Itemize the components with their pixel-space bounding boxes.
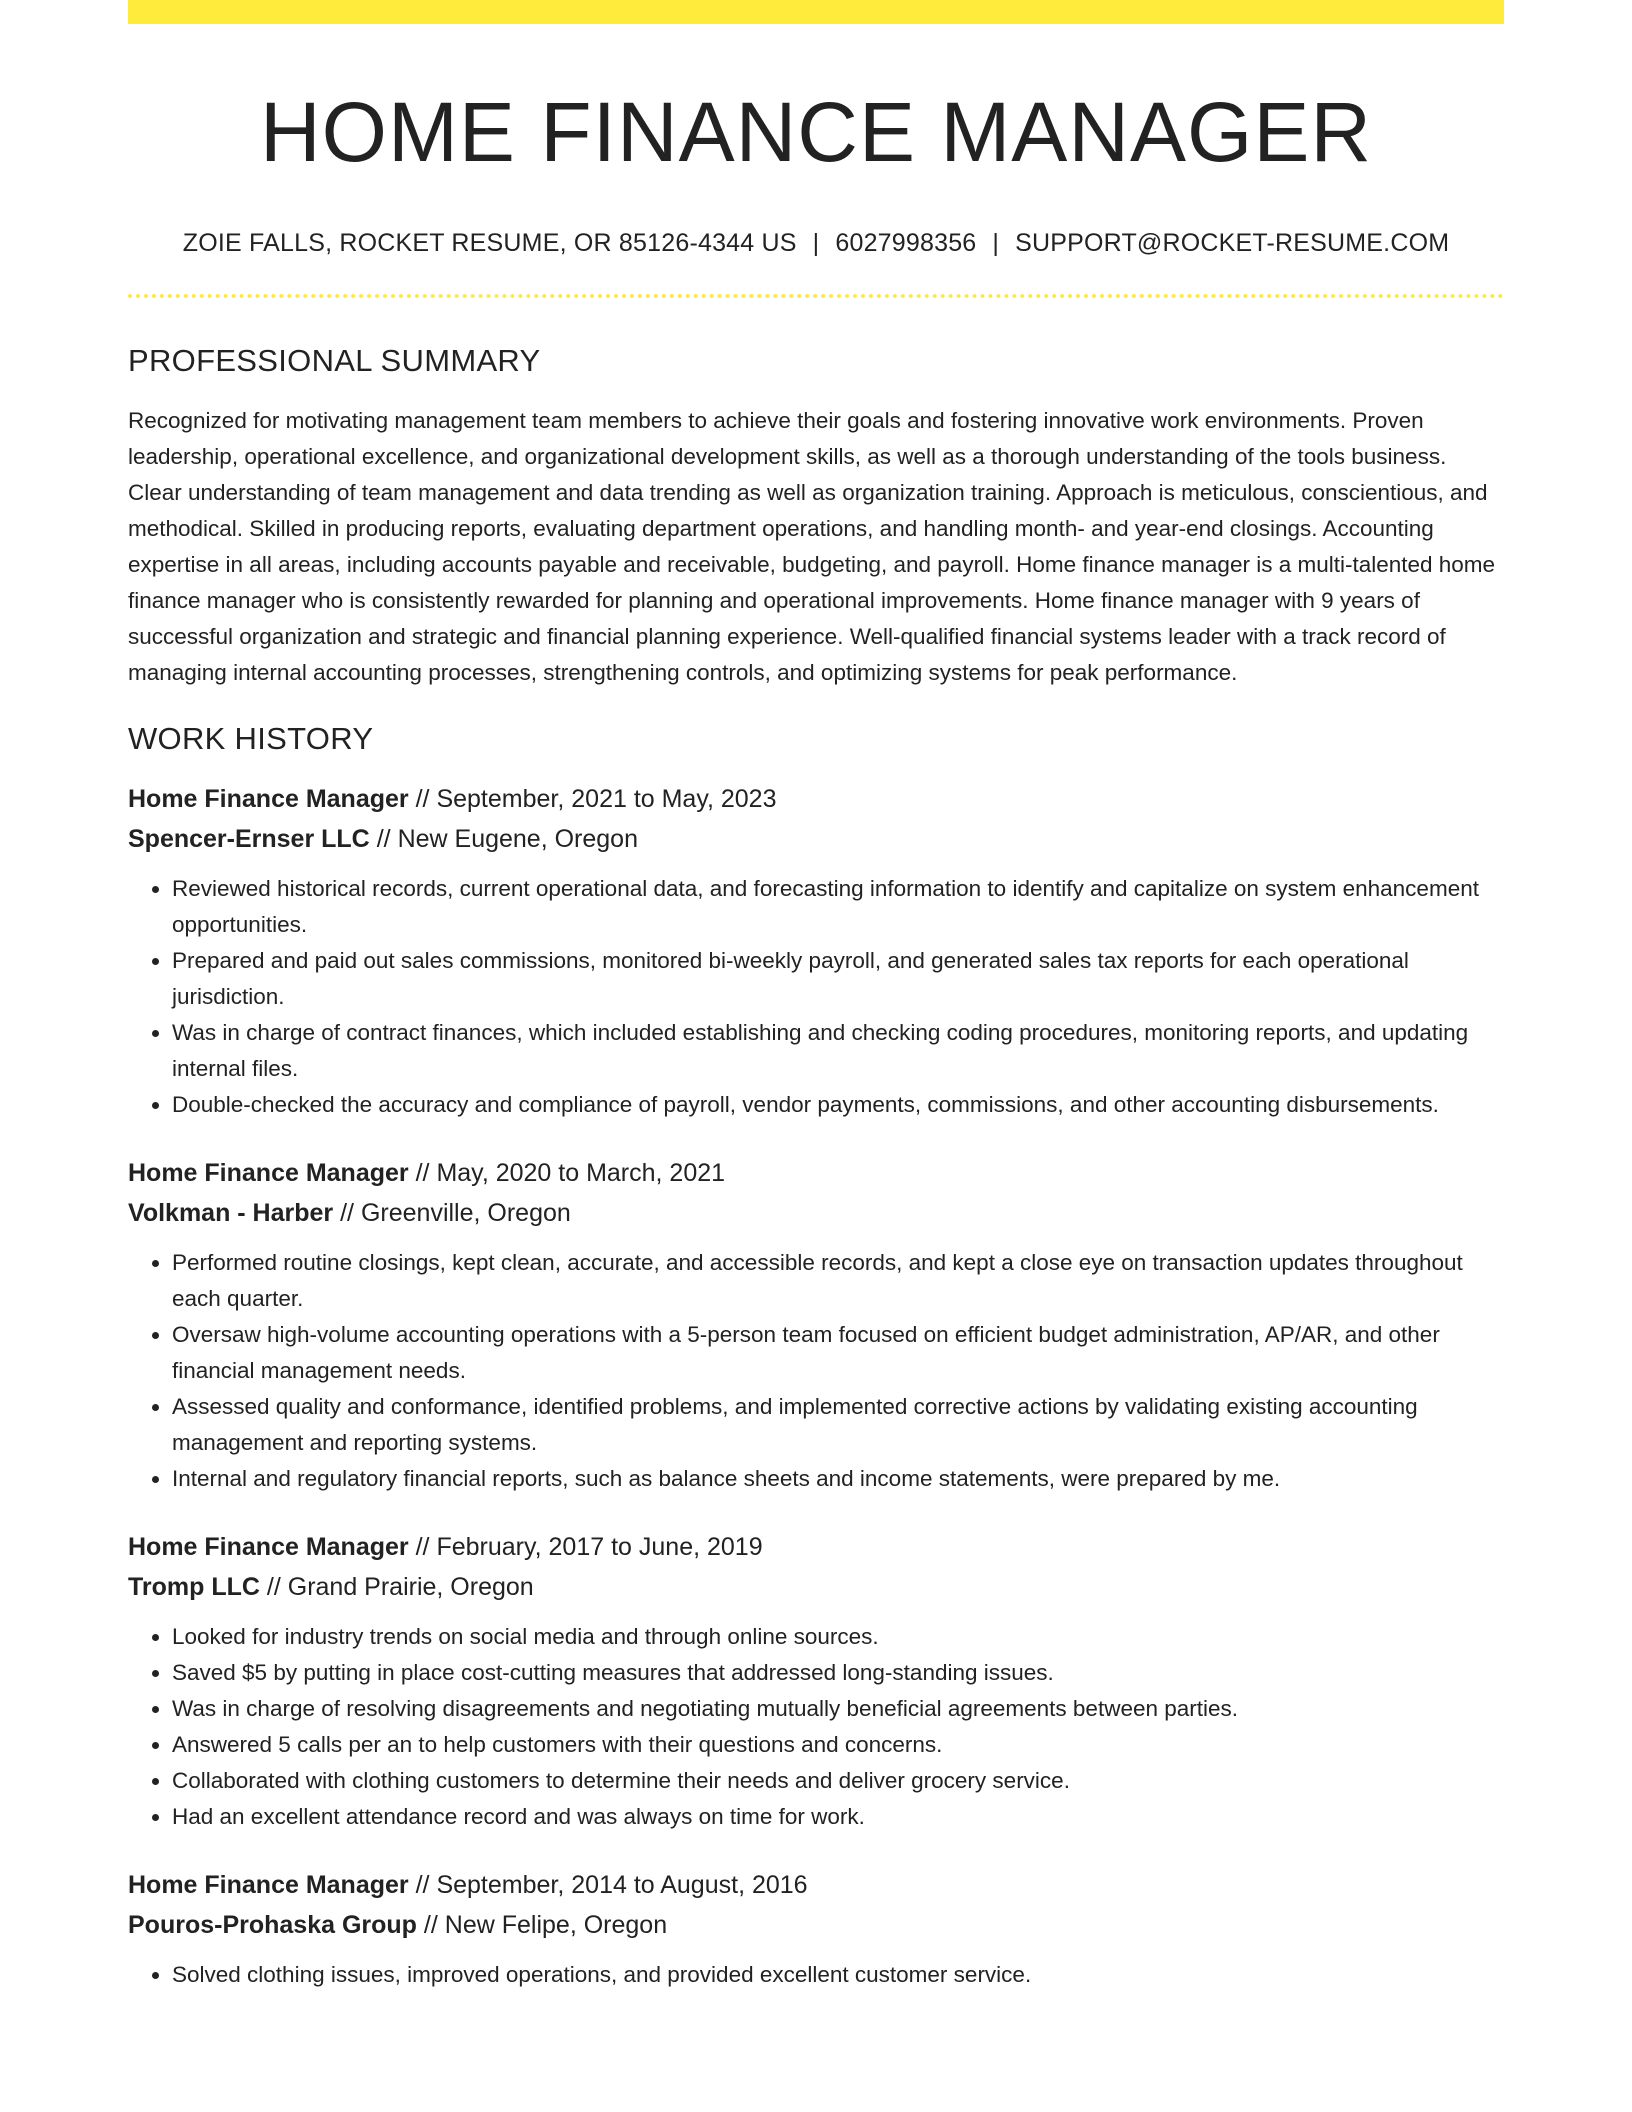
job-bullet: • Assessed quality and conformance, identified problems, and implemented corrective actions by validating existing accounting management and reporting systems. xyxy=(172,1389,1504,1461)
job-company-line xyxy=(128,1193,1504,1233)
contact-phone: 6027998356 xyxy=(835,229,977,258)
job-bullet: • Prepared and paid out sales commissions, monitored bi-weekly payroll, and generated sales tax reports for each operational jurisdiction. xyxy=(172,943,1504,1015)
resume-name-title: HOME FINANCE MANAGER xyxy=(259,85,1373,179)
job-company: Pouros-Prohaska Group xyxy=(128,1911,417,1940)
contact-separator: | xyxy=(812,229,820,258)
job-entry xyxy=(128,1153,1504,1497)
job-separator: // xyxy=(415,785,430,814)
job-entry xyxy=(128,779,1504,1123)
job-separator: // xyxy=(266,1573,281,1602)
contact-email: SUPPORT@ROCKET-RESUME.COM xyxy=(1015,229,1450,258)
job-separator: // xyxy=(415,1159,430,1188)
job-separator: // xyxy=(415,1533,430,1562)
job-location: New Eugene, Oregon xyxy=(397,825,638,854)
job-bullet-list xyxy=(128,1619,1504,1835)
job-bullet: • Saved $5 by putting in place cost-cutting measures that addressed long-standing issues. xyxy=(172,1655,1504,1691)
job-company: Spencer-Ernser LLC xyxy=(128,825,370,854)
job-role-line xyxy=(128,779,1504,819)
job-role: Home Finance Manager xyxy=(128,1159,409,1188)
job-bullet: • Double-checked the accuracy and compliance of payroll, vendor payments, commissions, and other accounting disbursements. xyxy=(172,1087,1504,1123)
job-separator: // xyxy=(340,1199,355,1228)
job-location: Grand Prairie, Oregon xyxy=(287,1573,534,1602)
job-bullet: • Had an excellent attendance record and was always on time for work. xyxy=(172,1799,1504,1835)
job-location: Greenville, Oregon xyxy=(360,1199,571,1228)
job-dates: September, 2014 to August, 2016 xyxy=(436,1871,808,1900)
job-role: Home Finance Manager xyxy=(128,785,409,814)
resume-page xyxy=(128,0,1504,1993)
job-company: Tromp LLC xyxy=(128,1573,260,1602)
job-role-line xyxy=(128,1865,1504,1905)
job-dates: May, 2020 to March, 2021 xyxy=(436,1159,726,1188)
job-company-line xyxy=(128,1905,1504,1945)
top-accent-bar xyxy=(128,0,1504,24)
job-bullet: • Looked for industry trends on social media and through online sources. xyxy=(172,1619,1504,1655)
job-bullet: • Performed routine closings, kept clean, accurate, and accessible records, and kept a close eye on transaction updates throughout each quarter. xyxy=(172,1245,1504,1317)
dotted-divider xyxy=(128,294,1504,298)
job-bullet: • Collaborated with clothing customers to determine their needs and deliver grocery service. xyxy=(172,1763,1504,1799)
contact-line xyxy=(128,228,1504,258)
job-bullet: • Was in charge of contract finances, which included establishing and checking coding procedures, monitoring reports, and updating internal files. xyxy=(172,1015,1504,1087)
contact-separator: | xyxy=(992,229,1000,258)
job-dates: September, 2021 to May, 2023 xyxy=(436,785,777,814)
job-bullet: • Reviewed historical records, current operational data, and forecasting information to identify and capitalize on system enhancement opportunities. xyxy=(172,871,1504,943)
job-bullet: • Oversaw high-volume accounting operations with a 5-person team focused on efficient budget administration, AP/AR, and other financial management needs. xyxy=(172,1317,1504,1389)
job-company-line xyxy=(128,819,1504,859)
summary-heading: PROFESSIONAL SUMMARY xyxy=(128,343,541,379)
job-entry xyxy=(128,1865,1504,1993)
job-bullet: • Solved clothing issues, improved operations, and provided excellent customer service. xyxy=(172,1957,1504,1993)
job-location: New Felipe, Oregon xyxy=(444,1911,668,1940)
job-bullet: • Answered 5 calls per an to help customers with their questions and concerns. xyxy=(172,1727,1504,1763)
job-separator: // xyxy=(423,1911,438,1940)
job-role-line xyxy=(128,1153,1504,1193)
job-separator: // xyxy=(376,825,391,854)
job-bullet-list xyxy=(128,1957,1504,1993)
contact-address: ZOIE FALLS, ROCKET RESUME, OR 85126-4344 US xyxy=(182,229,797,258)
job-role: Home Finance Manager xyxy=(128,1533,409,1562)
work-history-heading: WORK HISTORY xyxy=(128,721,374,757)
job-bullet-list xyxy=(128,871,1504,1123)
job-role: Home Finance Manager xyxy=(128,1871,409,1900)
job-separator: // xyxy=(415,1871,430,1900)
job-company: Volkman - Harber xyxy=(128,1199,334,1228)
job-role-line xyxy=(128,1527,1504,1567)
job-bullet: • Internal and regulatory financial reports, such as balance sheets and income statements, were prepared by me. xyxy=(172,1461,1504,1497)
job-dates: February, 2017 to June, 2019 xyxy=(436,1533,763,1562)
summary-paragraph: Recognized for motivating management team members to achieve their goals and fostering innovative work environments. Proven leadership, operational excellence, and organizational development skills, as well as a thorough understanding of the tools business. Clear understanding of team management and data trending as well as organization training. Approach is meticulous, conscientious, and methodical. Skilled in producing reports, evaluating department operations, and handling month- and year-end closings. Accounting expertise in all areas, including accounts payable and receivable, budgeting, and payroll. Home finance manager is a multi-talented home finance manager who is consistently rewarded for planning and operational improvements. Home finance manager with 9 years of successful organization and strategic and financial planning experience. Well-qualified financial systems leader with a track record of managing internal accounting processes, strengthening controls, and optimizing systems for peak performance. xyxy=(128,408,1496,686)
job-bullet: • Was in charge of resolving disagreements and negotiating mutually beneficial agreements between parties. xyxy=(172,1691,1504,1727)
job-bullet-list xyxy=(128,1245,1504,1497)
job-entry xyxy=(128,1527,1504,1835)
job-company-line xyxy=(128,1567,1504,1607)
